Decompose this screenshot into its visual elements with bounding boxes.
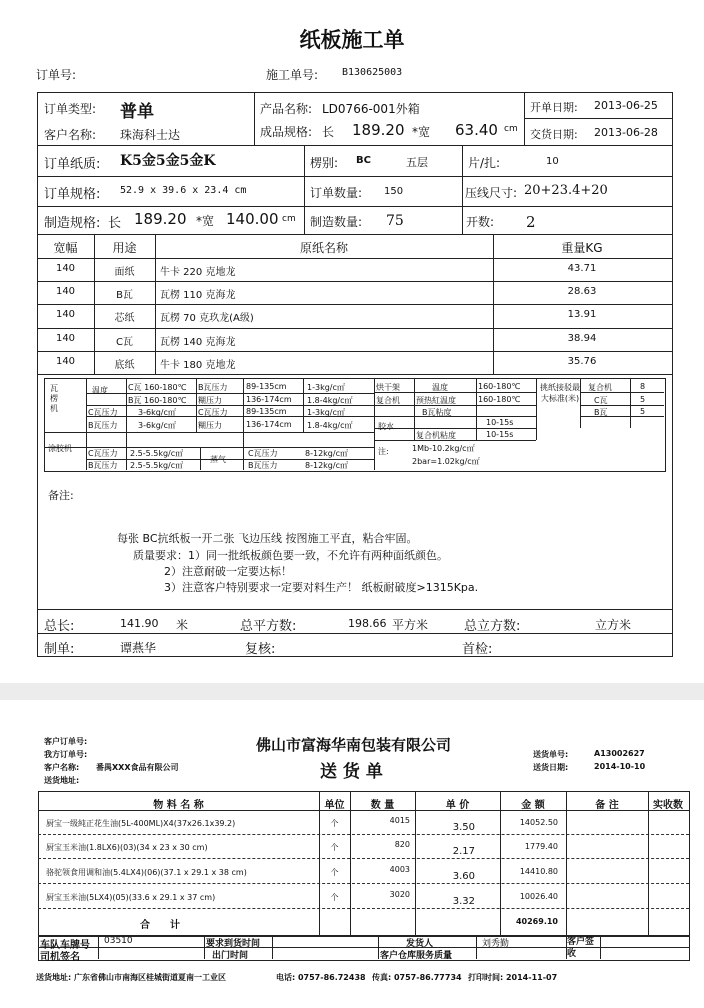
paper-quality-label: 订单纸质:	[44, 157, 101, 172]
paper-name: 瓦楞 140 克海龙	[160, 337, 236, 348]
total-length-label: 总长:	[44, 619, 75, 634]
col-weight: 重量KG	[561, 241, 603, 255]
col-usage: 用途	[112, 241, 137, 255]
delivery-table	[38, 791, 690, 937]
item-unit: 个	[330, 819, 339, 828]
paper-quality: K5金5金5金K	[120, 153, 216, 169]
product-name: LD0766-001外箱	[322, 102, 420, 116]
review-label: 复核:	[245, 642, 276, 657]
paper-weight: 28.63	[567, 286, 597, 297]
item-qty: 4015	[389, 816, 410, 825]
steam-val-1: 8-12kg/c㎡	[305, 449, 348, 458]
make-spec-label: 制造规格:	[44, 216, 101, 231]
footer-phone: 电话: 0757-86.72438	[276, 973, 366, 982]
paper-width: 140	[55, 309, 76, 320]
cust-name: 番禺XXX食品有限公司	[96, 763, 179, 772]
item-amount: 1779.40	[524, 842, 558, 851]
range-3: 89-135cm	[246, 407, 287, 416]
b-viscosity-label: B瓦粘度	[422, 408, 452, 417]
paper-name: 瓦楞 110 克海龙	[160, 290, 236, 301]
val-1: 1-3kg/c㎡	[307, 383, 345, 392]
pre-temp-val: 160-180℃	[478, 395, 521, 404]
make-width-label: *宽	[196, 214, 215, 228]
total-length-unit: 米	[176, 618, 189, 632]
range-4: 136-174cm	[246, 420, 292, 429]
note-label: 注:	[378, 447, 389, 456]
col-remark: 备 注	[595, 800, 619, 811]
m-3: 5	[640, 407, 646, 416]
first-check-label: 首检:	[462, 642, 493, 657]
col-received: 实收数	[653, 800, 683, 811]
c-temp: C瓦 160-180℃	[128, 383, 187, 392]
paper-weight: 43.71	[567, 263, 597, 274]
steam-val-2: 8-12kg/c㎡	[305, 461, 348, 470]
paper-weight: 38.94	[567, 333, 597, 344]
remark-line-4: 3）注意客户特别要求一定要对料生产！ 纸板耐破度>1315Kpa.	[164, 581, 479, 594]
col-amount: 金 额	[521, 800, 545, 811]
paper-width: 140	[55, 333, 76, 344]
col-unit: 单位	[324, 800, 345, 811]
finished-width-label: *宽	[412, 125, 431, 139]
c-flute: C瓦	[594, 396, 608, 405]
paper-width: 140	[55, 286, 76, 297]
remarks-label: 备注:	[48, 489, 74, 502]
coat-c-pressure: C瓦压力	[88, 449, 118, 458]
val-3: 1-3kg/c㎡	[307, 408, 345, 417]
item-unit: 个	[330, 868, 339, 877]
cut-label: 开数:	[466, 215, 495, 229]
m-2: 5	[640, 395, 646, 404]
c-pressure-label: C瓦压力	[88, 408, 118, 417]
val-4: 1.8-4kg/c㎡	[307, 421, 353, 430]
val-2: 1.8-4kg/c㎡	[307, 396, 353, 405]
maker-label: 制单:	[44, 642, 75, 657]
paper-width: 140	[55, 356, 76, 367]
item-amount: 14410.80	[519, 867, 558, 876]
item-qty: 4003	[389, 865, 410, 874]
b-press-force: B瓦压力	[198, 383, 228, 392]
delivery-no-label: 送货单号:	[533, 750, 569, 759]
glue-pressure: 糊压力	[198, 396, 222, 405]
pre-temp-label: 预热紅温度	[416, 396, 456, 405]
make-width: 140.00	[226, 210, 279, 228]
b-flute: B瓦	[594, 408, 608, 417]
delivery-title: 送 货 单	[320, 762, 383, 782]
crease: 20+23.4+20	[524, 183, 608, 198]
total-volume-unit: 立方米	[595, 618, 632, 632]
shipper: 刘秀勤	[482, 939, 510, 949]
paper-usage: B瓦	[116, 290, 133, 301]
finished-width: 63.40	[455, 121, 498, 139]
finished-unit: cm	[504, 124, 518, 134]
item-price: 3.50	[452, 822, 475, 833]
paper-weight: 13.91	[567, 309, 597, 320]
our-order-label: 我方订单号:	[44, 750, 88, 759]
make-qty: 75	[386, 213, 404, 229]
order-qty: 150	[384, 186, 404, 197]
finished-long-label: 长	[322, 125, 335, 139]
crease-label: 压线尺寸:	[465, 186, 518, 200]
paper-usage: 面纸	[114, 267, 135, 278]
order-type-label: 订单类型:	[44, 102, 97, 116]
delivery-no: A13002627	[594, 749, 645, 758]
flute: BC	[356, 155, 371, 166]
total-area-label: 总平方数:	[240, 619, 297, 634]
lam-viscosity-label: 复合机粘度	[416, 431, 456, 440]
item-amount: 14052.50	[519, 818, 558, 827]
make-qty-label: 制造数量:	[310, 215, 363, 229]
customer-label: 客户名称:	[44, 128, 97, 142]
glue-pressure-2: 糊压力	[198, 421, 222, 430]
corrugator-label: 瓦楞机	[50, 384, 58, 413]
required-time-label: 要求到货时间	[206, 939, 261, 949]
paper-name: 牛卡 220 克地龙	[160, 267, 236, 278]
make-unit: cm	[282, 214, 296, 224]
cust-name-label: 客户名称:	[44, 763, 80, 772]
cust-sign-label: 客户签收	[567, 937, 595, 959]
item-price: 2.17	[452, 846, 475, 857]
range-2: 136-174cm	[246, 395, 292, 404]
col-width: 宽幅	[53, 241, 78, 255]
c-pressure-val: 3-6kg/c㎡	[138, 408, 176, 417]
steam-c: C瓦压力	[248, 449, 278, 458]
item-price: 3.60	[452, 871, 475, 882]
total-area: 198.66	[348, 617, 387, 630]
paper-usage: 芯纸	[114, 313, 135, 324]
pieces: 10	[546, 156, 559, 167]
maker: 谭燕华	[120, 641, 157, 655]
company-name: 佛山市富海华南包装有限公司	[256, 736, 452, 754]
b-pressure-label: B瓦压力	[88, 421, 118, 430]
address-label: 送货地址:	[44, 776, 80, 785]
service-label: 客户仓库服务质量	[380, 951, 453, 961]
open-date: 2013-06-25	[594, 99, 658, 112]
delivery-date-label: 交货日期:	[530, 128, 578, 141]
make-long: 189.20	[134, 210, 187, 228]
order-spec: 52.9 x 39.6 x 23.4 cm	[120, 185, 247, 196]
col-paper-name: 原纸名称	[299, 241, 348, 255]
delivery-date: 2013-06-28	[594, 126, 658, 139]
team-plate: 03510	[104, 936, 133, 946]
lam-machine: 复合机	[588, 383, 612, 392]
make-long-label: 长	[108, 216, 122, 231]
item-name: 厨宝一级純正花生油(5L-400ML)X4(37x26.1x39.2)	[46, 819, 236, 828]
temp2-val: 160-180℃	[478, 382, 521, 391]
depart-label: 出门时间	[212, 951, 249, 961]
paper-name: 牛卡 180 克地龙	[160, 360, 236, 371]
order-qty-label: 订单数量:	[310, 186, 363, 200]
range-1: 89-135cm	[246, 382, 287, 391]
b-temp: B瓦 160-180℃	[128, 396, 187, 405]
team-label: 车队车牌号	[40, 940, 90, 951]
paper-usage: C瓦	[116, 337, 133, 348]
footer-fax: 传真: 0757-86.77734	[372, 973, 462, 982]
delivery-date-label: 送货日期:	[533, 763, 569, 772]
paper-usage: 底纸	[114, 360, 135, 371]
col-material: 物 料 名 称	[153, 800, 204, 811]
paper-name: 瓦楞 70 克玖龙(A级)	[160, 313, 254, 324]
laminator-label: 复合机	[376, 396, 400, 405]
open-date-label: 开单日期:	[530, 101, 578, 114]
item-qty: 820	[394, 840, 410, 849]
item-amount: 10026.40	[519, 892, 558, 901]
item-unit: 个	[330, 893, 339, 902]
driver-label: 司机签名	[40, 952, 80, 963]
delivery-note-sheet	[0, 700, 704, 1008]
delivery-date: 2014-10-10	[594, 762, 646, 771]
col-price: 单 价	[445, 800, 470, 811]
shipper-label: 发货人	[406, 939, 434, 949]
total-label: 合 计	[140, 920, 180, 931]
total-length: 141.90	[120, 617, 159, 630]
order-no-label: 订单号:	[36, 68, 77, 82]
steam-label: 蒸气	[210, 455, 226, 464]
cut-count: 2	[526, 213, 536, 231]
temp-label: 温度	[92, 386, 108, 395]
total-volume-label: 总立方数:	[464, 619, 521, 634]
finished-spec-label: 成品规格:	[260, 125, 313, 139]
item-unit: 个	[330, 843, 339, 852]
remark-line-2: 质量要求：1）同一批纸板颜色要一致，不允许有两种面纸颜色。	[133, 549, 448, 562]
work-no-label: 施工单号:	[266, 68, 319, 82]
steam-b: B瓦压力	[248, 461, 278, 470]
order-type: 普单	[120, 102, 154, 122]
dryer-label: 烘干架	[376, 383, 400, 392]
flute-label: 楞别:	[310, 156, 339, 170]
col-quantity: 数 量	[370, 800, 395, 811]
visc-2: 10-15s	[486, 430, 514, 439]
total-amount: 40269.10	[515, 917, 558, 926]
note-1: 1Mb-10.2kg/c㎡	[412, 444, 475, 453]
glue-label: 胶水	[378, 422, 394, 431]
item-price: 3.32	[452, 896, 475, 907]
note-2: 2bar=1.02kg/c㎡	[412, 457, 480, 466]
footer-address: 送货地址: 广东省佛山市南海区桂城街道夏南一工业区	[36, 973, 226, 982]
footer-print-time: 打印时间: 2014-11-07	[468, 973, 558, 982]
coat-val-1: 2.5-5.5kg/c㎡	[130, 449, 184, 458]
remark-line-1: 每张 BC抗纸板一开二张 飞边压线 按图施工平直，粘合牢固。	[117, 532, 418, 545]
customer-name: 珠海科士达	[120, 128, 181, 142]
total-area-unit: 平方米	[392, 618, 429, 632]
item-qty: 3020	[389, 890, 410, 899]
layers: 五层	[406, 156, 428, 169]
sheet-title: 纸板施工单	[299, 27, 405, 52]
finished-long: 189.20	[352, 121, 405, 139]
product-name-label: 产品名称:	[260, 102, 313, 116]
visc-1: 10-15s	[486, 418, 514, 427]
angle-label: 挑纸接驳最大标准(米)	[540, 383, 580, 403]
paper-weight: 35.76	[567, 356, 597, 367]
work-no: B130625003	[342, 67, 403, 78]
order-spec-label: 订单规格:	[44, 187, 101, 202]
item-name: 骆驼领食用调和油(5.4LX4)(06)(37.1 x 29.1 x 38 cm)	[46, 868, 247, 877]
coat-b-pressure: B瓦压力	[88, 461, 118, 470]
item-name: 厨宝玉米油(5LX4)(05)(33.6 x 29.1 x 37 cm)	[46, 893, 216, 902]
paper-width: 140	[55, 263, 76, 274]
m-1: 8	[640, 382, 646, 391]
coater-label: 涂胶机	[48, 444, 72, 453]
temp2-label: 温度	[432, 383, 448, 392]
b-pressure-val: 3-6kg/c㎡	[138, 421, 176, 430]
remark-line-3: 2）注意耐破一定要达标！	[164, 565, 292, 578]
pieces-label: 片/扎:	[468, 156, 501, 170]
item-name: 厨宝玉米油(1.8LX6)(03)(34 x 23 x 30 cm)	[46, 843, 208, 852]
coat-val-2: 2.5-5.5kg/c㎡	[130, 461, 184, 470]
cust-order-label: 客户订单号:	[44, 737, 88, 746]
c-press-force: C瓦压力	[198, 408, 228, 417]
